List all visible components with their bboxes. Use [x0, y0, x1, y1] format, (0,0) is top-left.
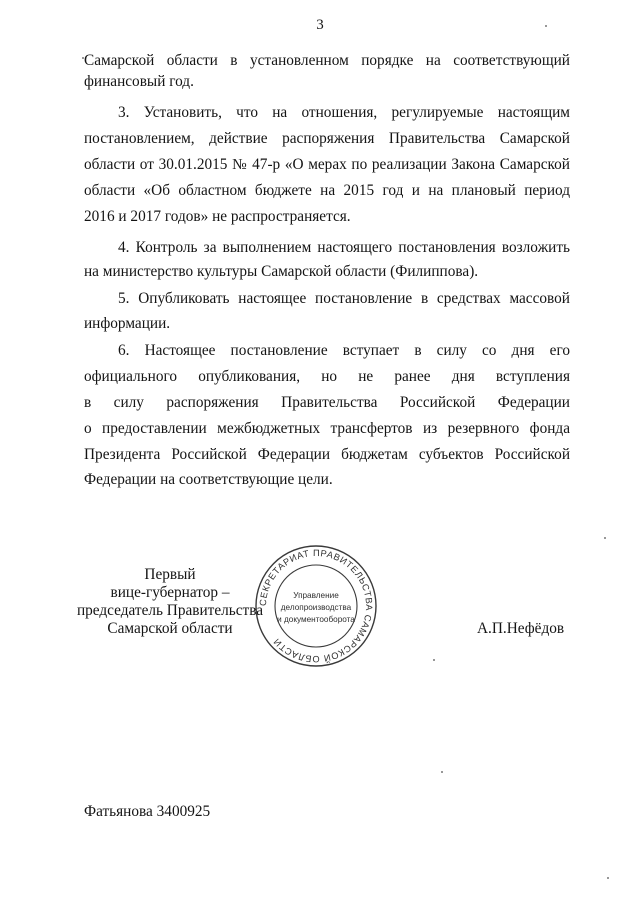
text-line: 5. Опубликовать настоящее постановление в средствах массовой	[118, 290, 570, 307]
signatory-title-line: Первый	[144, 566, 196, 583]
scan-speck	[441, 771, 443, 773]
text-line: 6. Настоящее постановление вступает в силу со дня его	[118, 342, 570, 359]
signatory-title-line: Самарской области	[107, 620, 233, 637]
text-line: Федерации на соответствующие цели.	[84, 471, 333, 488]
text-line: 2016 и 2017 годов» не распространяется.	[84, 208, 351, 225]
text-line: постановлением, действие распоряжения Правительства Самарской	[84, 130, 570, 147]
text-line: в силу распоряжения Правительства Российской Федерации	[84, 394, 570, 411]
scan-speck	[545, 25, 547, 27]
signatory-title	[70, 566, 270, 638]
scan-speck	[82, 57, 84, 59]
text-line: области «Об областном бюджете на 2015 год и на плановый период	[84, 182, 570, 199]
text-line: области от 30.01.2015 № 47-р «О мерах по реализации Закона Самарской	[84, 156, 570, 173]
text-line: информации.	[84, 315, 171, 332]
scan-speck	[604, 537, 606, 539]
scan-speck	[433, 659, 435, 661]
stamp-center-line: Управление	[293, 591, 339, 600]
stamp-center-line: и документооборота	[277, 615, 355, 624]
page-number: 3	[316, 17, 324, 33]
text-line: о предоставлении межбюджетных трансфертов из резервного фонда	[84, 420, 570, 437]
text-line: официального опубликования, но не ранее дня вступления	[84, 368, 570, 385]
signatory-name: А.П.Нефёдов	[477, 620, 565, 637]
text-line: Самарской области в установленном порядке на соответствующий	[84, 52, 570, 69]
signatory-title-line: вице-губернатор –	[110, 584, 230, 601]
stamp-ring-text: СЕКРЕТАРИАТ ПРАВИТЕЛЬСТВА САМАРСКОЙ ОБЛАСТИ	[257, 547, 375, 665]
text-line: Президента Российской Федерации бюджетам субъектов Российской	[84, 446, 570, 463]
official-stamp	[254, 544, 378, 668]
text-line: 4. Контроль за выполнением настоящего постановления возложить	[118, 239, 570, 256]
text-line: 3. Установить, что на отношения, регулируемые настоящим	[118, 104, 570, 121]
text-line: на министерство культуры Самарской области (Филиппова).	[84, 263, 479, 280]
text-line: финансовый год.	[84, 73, 194, 90]
scan-speck	[607, 877, 609, 879]
executor-contact: Фатьянова 3400925	[84, 803, 211, 820]
signatory-title-line: председатель Правительства	[76, 602, 264, 619]
stamp-center-line: делопроизводства	[280, 603, 352, 612]
